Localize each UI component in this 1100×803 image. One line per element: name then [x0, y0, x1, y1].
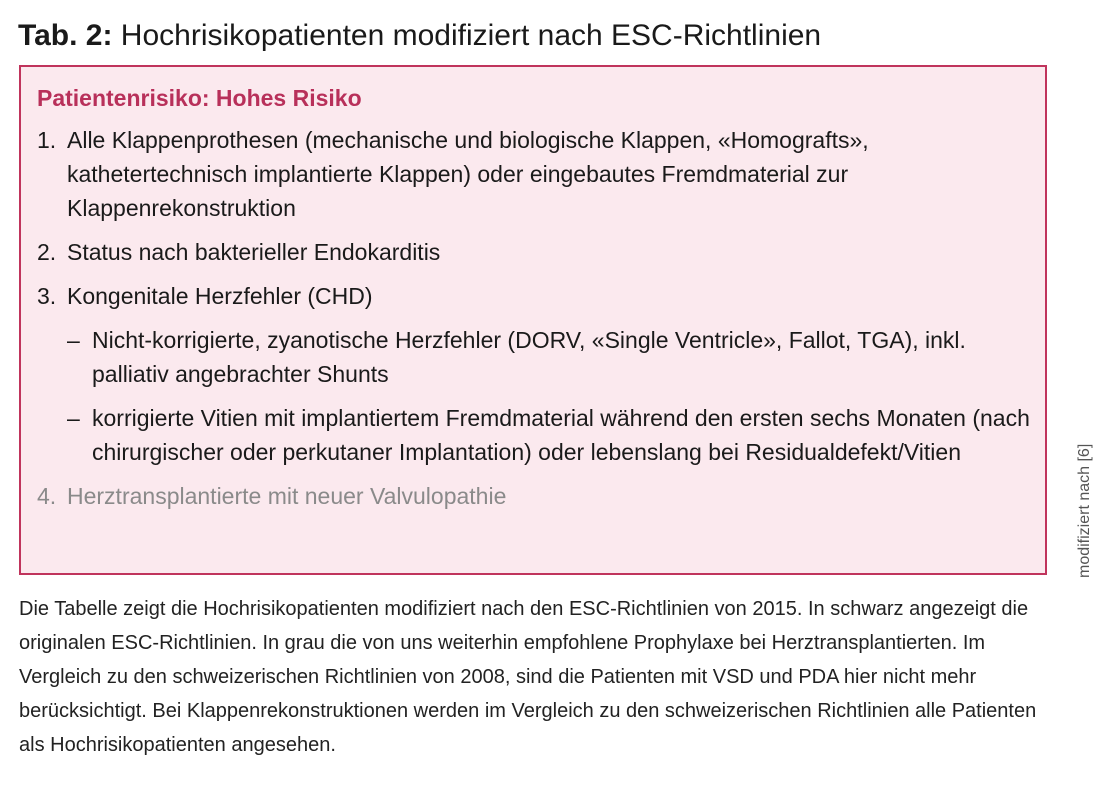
list-item	[37, 479, 1037, 513]
caption: Die Tabelle zeigt die Hochrisikopatienten modifiziert nach den ESC-Richtlinien von 2015. In schwarz angezeigt die originalen ESC-Richtlinien. In grau die von uns weiterhin empfohlene Prophylaxe bei Herztransplantierten. Im Vergleich zu den schweizerischen Richtlinien von 2008, sind die Patienten mit VSD und PDA hier nicht mehr berücksichtigt. Bei Klappenrekonstruktionen werden im Vergleich zu den schweizerischen Richtlinien alle Patienten als Hochrisikopatienten angesehen.	[19, 598, 1037, 756]
risk-box	[19, 65, 1047, 575]
sub-item-dash: –	[67, 405, 80, 431]
item-text: Alle Klappenprothesen (mechanische und biologische Klappen, «Homografts», kathetertechnisch implantierte Klappen) oder eingebautes Fremdmaterial zur Klappenrekonstruktion	[67, 127, 869, 221]
item-text: Herztransplantierte mit neuer Valvulopathie	[67, 483, 507, 509]
item-number: 2.	[37, 239, 57, 265]
sub-item-text: korrigierte Vitien mit implantiertem Fremdmaterial während den ersten sechs Monaten (nach chirurgischer oder perkutaner Implantation) oder lebenslang bei Residualdefekt/Vitien	[92, 405, 1030, 465]
table-title	[18, 16, 821, 56]
source-note: modifiziert nach [6]	[1076, 443, 1093, 578]
item-text: Status nach bakterieller Endokarditis	[67, 239, 441, 265]
table-title-text: Hochrisikopatienten modifiziert nach ESC-Richtlinien	[120, 19, 822, 52]
list-item	[37, 279, 1037, 313]
list-item	[37, 235, 1037, 269]
item-text: Kongenitale Herzfehler (CHD)	[67, 283, 373, 309]
risk-heading: Patientenrisiko: Hohes Risiko	[37, 85, 362, 111]
list-item	[37, 123, 1037, 225]
risk-list	[37, 123, 1037, 523]
item-number: 1.	[37, 127, 57, 153]
sub-item	[67, 401, 1037, 469]
sub-item	[67, 323, 1037, 391]
sub-item-text: Nicht-korrigierte, zyanotische Herzfehler (DORV, «Single Ventricle», Fallot, TGA), inkl. palliativ angebrachter Shunts	[92, 327, 966, 387]
item-number: 4.	[37, 483, 57, 509]
item-number: 3.	[37, 283, 57, 309]
sub-item-dash: –	[67, 327, 80, 353]
table-label: Tab. 2:	[18, 19, 113, 52]
